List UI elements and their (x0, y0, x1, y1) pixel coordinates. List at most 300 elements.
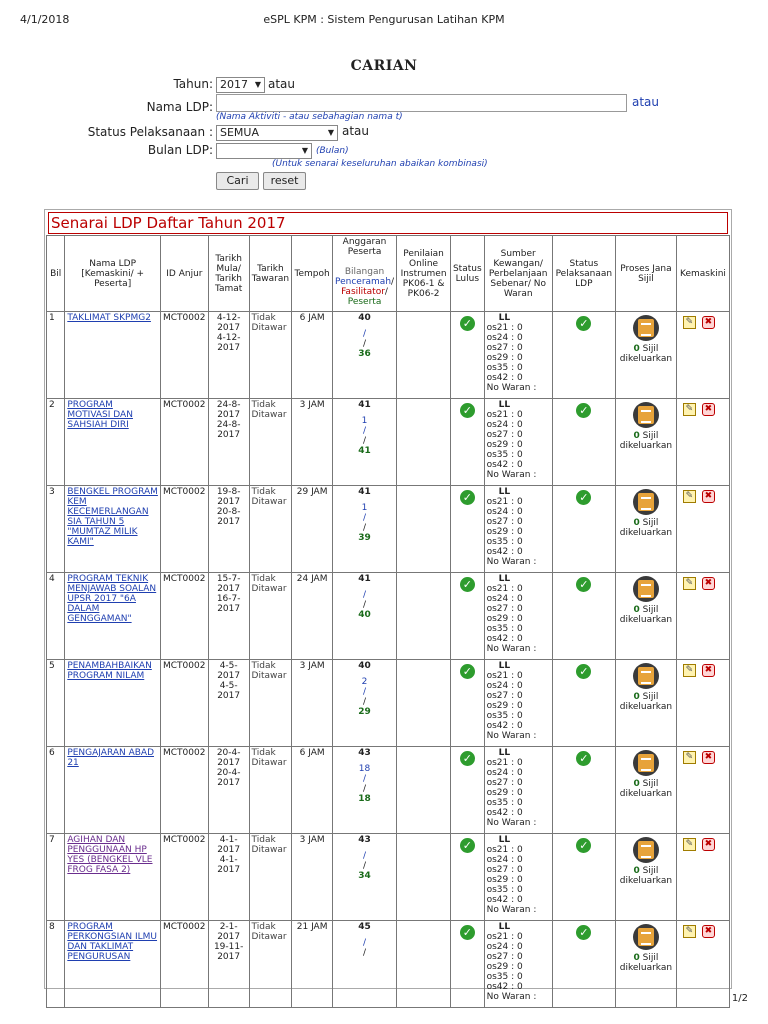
cell-pelaksanaan (552, 486, 615, 573)
edit-icon[interactable]: ✎ (683, 403, 696, 416)
delete-icon[interactable]: ✖ (702, 490, 715, 503)
table-row (47, 660, 730, 747)
cell-id: MCT0002 (160, 660, 208, 747)
cell-lulus (451, 660, 485, 747)
cell-bil: 8 (47, 921, 65, 1008)
check-circle-icon: ✓ (576, 751, 591, 766)
cell-nama (65, 486, 161, 573)
cell-kemaskini (676, 921, 729, 1008)
program-link[interactable]: TAKLIMAT SKPMG2 (67, 313, 151, 323)
cell-anggaran (332, 399, 396, 486)
waran-no: No Waran : (486, 992, 537, 1002)
waran-ll: LL (498, 400, 511, 410)
col-tarikh: Tarikh Mula/ Tarikh Tamat (208, 236, 249, 312)
cell-sijil (615, 399, 676, 486)
listing-title: Senarai LDP Daftar Tahun 2017 (48, 212, 728, 234)
waran-os29: os29 : 0 (486, 875, 523, 885)
cell-sumber (484, 747, 552, 834)
edit-icon[interactable]: ✎ (683, 577, 696, 590)
cell-tempoh: 3 JAM (292, 399, 333, 486)
waran-os21: os21 : 0 (486, 410, 523, 420)
cell-nama (65, 921, 161, 1008)
check-circle-icon: ✓ (460, 664, 475, 679)
cell-penilaian (397, 747, 451, 834)
check-circle-icon: ✓ (576, 316, 591, 331)
waran-os35: os35 : 0 (486, 972, 523, 982)
ldp-table (46, 235, 730, 1008)
cell-bil: 2 (47, 399, 65, 486)
tarikh-tamat: 4-12-2017 (216, 333, 241, 353)
check-circle-icon: ✓ (576, 925, 591, 940)
waran-os24: os24 : 0 (486, 768, 523, 778)
waran-os29: os29 : 0 (486, 353, 523, 363)
waran-os24: os24 : 0 (486, 333, 523, 343)
peserta-value: 41 (358, 446, 371, 456)
cell-id: MCT0002 (160, 747, 208, 834)
sijil-text: Sijil dikeluarkan (619, 953, 673, 973)
waran-os24: os24 : 0 (486, 855, 523, 865)
certificate-icon[interactable] (633, 489, 659, 515)
col-sijil: Proses Jana Sijil (615, 236, 676, 312)
waran-os35: os35 : 0 (486, 363, 523, 373)
cell-tempoh: 21 JAM (292, 921, 333, 1008)
nama-ldp-input[interactable] (216, 94, 627, 112)
peserta-divider: / (363, 600, 367, 610)
waran-os21: os21 : 0 (486, 671, 523, 681)
cell-kemaskini (676, 573, 729, 660)
anggaran-value: 43 (358, 835, 371, 845)
cell-tawaran: Tidak Ditawar (249, 399, 292, 486)
bulan-select[interactable] (216, 143, 312, 159)
cell-sijil (615, 834, 676, 921)
cell-sijil (615, 573, 676, 660)
certificate-icon[interactable] (633, 315, 659, 341)
cell-kemaskini (676, 312, 729, 399)
waran-os42: os42 : 0 (486, 634, 523, 644)
check-circle-icon: ✓ (576, 490, 591, 505)
waran-os29: os29 : 0 (486, 614, 523, 624)
program-link[interactable]: AGIHAN DAN PENGGUNAAN HP YES (BENGKEL VLE FROG FASA 2) (67, 835, 153, 875)
cell-tarikh (208, 312, 249, 399)
cell-lulus (451, 486, 485, 573)
search-title: CARIAN (350, 58, 418, 74)
waran-os27: os27 : 0 (486, 343, 523, 353)
program-link[interactable]: PENGAJARAN ABAD 21 (67, 748, 154, 768)
waran-ll: LL (498, 313, 511, 323)
kombinasi-hint: (Untuk senarai keseluruhan abaikan kombinasi) (272, 159, 488, 169)
waran-os29: os29 : 0 (486, 962, 523, 972)
certificate-icon[interactable] (633, 576, 659, 602)
atau-text-1: atau (268, 77, 296, 91)
cell-pelaksanaan (552, 399, 615, 486)
fasilitator-divider: / (363, 590, 367, 600)
edit-icon[interactable]: ✎ (683, 490, 696, 503)
anggaran-value: 43 (358, 748, 371, 758)
peserta-divider: / (363, 436, 367, 446)
check-circle-icon: ✓ (460, 751, 475, 766)
peserta-divider: / (363, 948, 367, 958)
col-kemaskini: Kemaskini (676, 236, 729, 312)
waran-os24: os24 : 0 (486, 507, 523, 517)
waran-ll: LL (498, 748, 511, 758)
sijil-text: Sijil dikeluarkan (619, 431, 673, 451)
waran-no: No Waran : (486, 905, 537, 915)
cell-id: MCT0002 (160, 573, 208, 660)
cell-kemaskini (676, 834, 729, 921)
fasilitator-divider: / (363, 687, 367, 697)
waran-os42: os42 : 0 (486, 982, 523, 992)
fasilitator-divider: / (363, 851, 367, 861)
peserta-value: 40 (358, 610, 371, 620)
sijil-text: Sijil dikeluarkan (619, 779, 673, 799)
cell-anggaran (332, 921, 396, 1008)
waran-no: No Waran : (486, 557, 537, 567)
cell-sijil (615, 312, 676, 399)
table-row (47, 312, 730, 399)
waran-os42: os42 : 0 (486, 373, 523, 383)
program-link[interactable]: BENGKEL PROGRAM KEM KECEMERLANGAN SIA TAHUN 5 "MUMTAZ MILIK KAMI" (67, 487, 158, 547)
tarikh-mula: 4-5-2017 (217, 661, 241, 681)
program-link[interactable]: PENAMBAHBAIKAN PROGRAM NILAM (67, 661, 152, 681)
certificate-icon[interactable] (633, 663, 659, 689)
waran-os35: os35 : 0 (486, 885, 523, 895)
waran-ll: LL (498, 487, 511, 497)
cell-sumber (484, 660, 552, 747)
waran-os27: os27 : 0 (486, 952, 523, 962)
cari-button[interactable]: Cari (216, 172, 259, 190)
reset-button[interactable]: reset (263, 172, 306, 190)
cell-nama (65, 834, 161, 921)
cell-bil: 3 (47, 486, 65, 573)
tarikh-mula: 2-1-2017 (217, 922, 241, 942)
cell-tawaran: Tidak Ditawar (249, 573, 292, 660)
chevron-down-icon: ▼ (301, 146, 308, 155)
waran-os24: os24 : 0 (486, 420, 523, 430)
sijil-text: Sijil dikeluarkan (619, 866, 673, 886)
delete-icon[interactable]: ✖ (702, 925, 715, 938)
fasilitator-divider: / (363, 774, 367, 784)
cell-bil: 7 (47, 834, 65, 921)
penceramah-value: 2 (361, 677, 368, 687)
cell-pelaksanaan (552, 921, 615, 1008)
anggaran-value: 40 (358, 313, 371, 323)
waran-os42: os42 : 0 (486, 721, 523, 731)
cell-tarikh (208, 834, 249, 921)
cell-nama (65, 660, 161, 747)
check-circle-icon: ✓ (576, 403, 591, 418)
peserta-value: 29 (358, 707, 371, 717)
penceramah-label: Penceramah (334, 277, 392, 287)
tarikh-mula: 4-1-2017 (217, 835, 241, 855)
cell-kemaskini (676, 660, 729, 747)
cell-lulus (451, 312, 485, 399)
edit-icon[interactable]: ✎ (683, 838, 696, 851)
cell-sumber (484, 834, 552, 921)
delete-icon[interactable]: ✖ (702, 751, 715, 764)
waran-os27: os27 : 0 (486, 517, 523, 527)
waran-os42: os42 : 0 (486, 808, 523, 818)
sijil-count: 0 (633, 431, 640, 441)
fasilitator-divider: / (363, 938, 367, 948)
anggaran-value: 45 (358, 922, 371, 932)
cell-tempoh: 6 JAM (292, 747, 333, 834)
sijil-count: 0 (633, 518, 640, 528)
cell-id: MCT0002 (160, 486, 208, 573)
sijil-text: Sijil dikeluarkan (619, 518, 673, 538)
program-link[interactable]: PROGRAM TEKNIK MENJAWAB SOALAN UPSR 2017 "6A DALAM GENGGAMAN" (67, 574, 157, 624)
waran-os24: os24 : 0 (486, 942, 523, 952)
col-lulus: Status Lulus (451, 236, 485, 312)
cell-tawaran: Tidak Ditawar (249, 312, 292, 399)
waran-os21: os21 : 0 (486, 758, 523, 768)
tarikh-mula: 15-7-2017 (216, 574, 241, 594)
waran-os24: os24 : 0 (486, 594, 523, 604)
cell-tawaran: Tidak Ditawar (249, 747, 292, 834)
waran-os21: os21 : 0 (486, 497, 523, 507)
sijil-count: 0 (633, 605, 640, 615)
tarikh-tamat: 4-5-2017 (217, 681, 241, 701)
fasilitator-divider: / (363, 329, 367, 339)
tarikh-mula: 4-12-2017 (216, 313, 241, 333)
cell-id: MCT0002 (160, 921, 208, 1008)
cell-pelaksanaan (552, 660, 615, 747)
waran-os29: os29 : 0 (486, 527, 523, 537)
waran-os27: os27 : 0 (486, 691, 523, 701)
table-row (47, 921, 730, 1008)
waran-os21: os21 : 0 (486, 845, 523, 855)
waran-os35: os35 : 0 (486, 711, 523, 721)
anggaran-value: 40 (358, 661, 371, 671)
anggaran-value: 41 (358, 574, 371, 584)
edit-icon[interactable]: ✎ (683, 316, 696, 329)
col-anggaran: Anggaran Peserta Bilangan Penceramah/ Fasilitator/ Peserta (332, 236, 396, 312)
anggaran-label: Anggaran Peserta (342, 237, 387, 257)
cell-tempoh: 6 JAM (292, 312, 333, 399)
tarikh-mula: 19-8-2017 (216, 487, 241, 507)
check-circle-icon: ✓ (460, 403, 475, 418)
cell-tempoh: 3 JAM (292, 834, 333, 921)
peserta-value: 39 (358, 533, 371, 543)
check-circle-icon: ✓ (576, 577, 591, 592)
delete-icon[interactable]: ✖ (702, 664, 715, 677)
tarikh-mula: 24-8-2017 (216, 400, 241, 420)
bulan-hint: (Bulan) (316, 146, 349, 156)
fasilitator-divider: / (363, 426, 367, 436)
waran-ll: LL (498, 574, 511, 584)
cell-tawaran: Tidak Ditawar (249, 921, 292, 1008)
anggaran-value: 41 (358, 400, 371, 410)
cell-tawaran: Tidak Ditawar (249, 486, 292, 573)
cell-bil: 4 (47, 573, 65, 660)
tarikh-tamat: 20-8-2017 (216, 507, 241, 527)
cell-tarikh (208, 747, 249, 834)
delete-icon[interactable]: ✖ (702, 316, 715, 329)
sijil-text: Sijil dikeluarkan (619, 692, 673, 712)
table-row (47, 399, 730, 486)
edit-icon[interactable]: ✎ (683, 751, 696, 764)
cell-tawaran: Tidak Ditawar (249, 660, 292, 747)
waran-ll: LL (498, 661, 511, 671)
waran-os21: os21 : 0 (486, 323, 523, 333)
col-tempoh: Tempoh (292, 236, 333, 312)
table-row (47, 573, 730, 660)
atau-text-3: atau (342, 124, 370, 138)
certificate-icon[interactable] (633, 837, 659, 863)
cell-penilaian (397, 660, 451, 747)
col-pelaksanaan: Status Pelaksanaan LDP (552, 236, 615, 312)
cell-lulus (451, 921, 485, 1008)
cell-tempoh: 29 JAM (292, 486, 333, 573)
table-row (47, 747, 730, 834)
peserta-divider: / (363, 523, 367, 533)
cell-penilaian (397, 312, 451, 399)
cell-tarikh (208, 486, 249, 573)
waran-os27: os27 : 0 (486, 604, 523, 614)
edit-icon[interactable]: ✎ (683, 925, 696, 938)
delete-icon[interactable]: ✖ (702, 838, 715, 851)
cell-penilaian (397, 921, 451, 1008)
certificate-icon[interactable] (633, 402, 659, 428)
waran-os35: os35 : 0 (486, 450, 523, 460)
check-circle-icon: ✓ (576, 664, 591, 679)
cell-penilaian (397, 573, 451, 660)
cell-sijil (615, 747, 676, 834)
cell-sumber (484, 486, 552, 573)
status-select[interactable] (216, 125, 338, 141)
cell-nama (65, 573, 161, 660)
cell-tarikh (208, 921, 249, 1008)
waran-os35: os35 : 0 (486, 537, 523, 547)
cell-tarikh (208, 399, 249, 486)
cell-id: MCT0002 (160, 312, 208, 399)
cell-lulus (451, 747, 485, 834)
cell-anggaran (332, 660, 396, 747)
certificate-icon[interactable] (633, 750, 659, 776)
delete-icon[interactable]: ✖ (702, 577, 715, 590)
table-row (47, 486, 730, 573)
cell-kemaskini (676, 747, 729, 834)
cell-tempoh: 24 JAM (292, 573, 333, 660)
certificate-icon[interactable] (633, 924, 659, 950)
tarikh-tamat: 19-11-2017 (213, 942, 244, 962)
peserta-divider: / (363, 339, 367, 349)
waran-os42: os42 : 0 (486, 895, 523, 905)
cell-lulus (451, 573, 485, 660)
cell-lulus (451, 834, 485, 921)
waran-no: No Waran : (486, 731, 537, 741)
sijil-count: 0 (633, 344, 640, 354)
nama-hint: (Nama Aktiviti - atau sebahagian nama t) (216, 112, 403, 122)
sijil-text: Sijil dikeluarkan (619, 605, 673, 625)
waran-ll: LL (498, 922, 511, 932)
waran-os29: os29 : 0 (486, 701, 523, 711)
cell-tarikh (208, 573, 249, 660)
waran-os35: os35 : 0 (486, 798, 523, 808)
cell-tawaran: Tidak Ditawar (249, 834, 292, 921)
tarikh-mula: 20-4-2017 (216, 748, 241, 768)
cell-nama (65, 399, 161, 486)
cell-penilaian (397, 834, 451, 921)
peserta-divider: / (363, 861, 367, 871)
program-link[interactable]: PROGRAM PERKONGSIAN ILMU DAN TAKLIMAT PENGURUSAN (67, 922, 158, 962)
waran-no: No Waran : (486, 470, 537, 480)
program-link[interactable]: PROGRAM MOTIVASI DAN SAHSIAH DIRI (67, 400, 133, 430)
check-circle-icon: ✓ (576, 838, 591, 853)
peserta-divider: / (363, 697, 367, 707)
cell-anggaran (332, 747, 396, 834)
peserta-value: 36 (358, 349, 371, 359)
waran-os27: os27 : 0 (486, 778, 523, 788)
tahun-select[interactable] (216, 77, 265, 93)
anggaran-value: 41 (358, 487, 371, 497)
chevron-down-icon: ▼ (327, 128, 334, 137)
tarikh-tamat: 20-4-2017 (216, 768, 241, 788)
check-circle-icon: ✓ (460, 316, 475, 331)
peserta-divider: / (363, 784, 367, 794)
sijil-count: 0 (633, 866, 640, 876)
cell-nama (65, 747, 161, 834)
peserta-label: Peserta (347, 297, 382, 307)
peserta-value: 34 (358, 871, 371, 881)
cell-penilaian (397, 399, 451, 486)
waran-os42: os42 : 0 (486, 460, 523, 470)
col-bil: Bil (47, 236, 65, 312)
cell-pelaksanaan (552, 312, 615, 399)
cell-id: MCT0002 (160, 834, 208, 921)
status-label: Status Pelaksanaan : (87, 125, 213, 139)
ldp-listing (44, 209, 732, 1002)
waran-os21: os21 : 0 (486, 932, 523, 942)
sijil-count: 0 (633, 692, 640, 702)
table-header-row (47, 236, 730, 312)
waran-ll: LL (498, 835, 511, 845)
sijil-text: Sijil dikeluarkan (619, 344, 673, 364)
sijil-count: 0 (633, 953, 640, 963)
cell-pelaksanaan (552, 834, 615, 921)
waran-os29: os29 : 0 (486, 788, 523, 798)
col-sumber: Sumber Kewangan/ Perbelanjaan Sebenar/ No Waran (484, 236, 552, 312)
cell-anggaran (332, 573, 396, 660)
cell-penilaian (397, 486, 451, 573)
cell-bil: 5 (47, 660, 65, 747)
tarikh-tamat: 24-8-2017 (216, 420, 241, 440)
waran-os29: os29 : 0 (486, 440, 523, 450)
sijil-count: 0 (633, 779, 640, 789)
cell-sumber (484, 312, 552, 399)
bilangan-label: Bilangan (344, 267, 385, 277)
cell-sumber (484, 921, 552, 1008)
cell-sijil (615, 921, 676, 1008)
check-circle-icon: ✓ (460, 490, 475, 505)
col-tawaran: Tarikh Tawaran (249, 236, 292, 312)
atau-text-2: atau (632, 95, 660, 109)
nama-label: Nama LDP: (146, 100, 213, 114)
edit-icon[interactable]: ✎ (683, 664, 696, 677)
delete-icon[interactable]: ✖ (702, 403, 715, 416)
cell-anggaran (332, 486, 396, 573)
penceramah-value: 18 (358, 764, 371, 774)
col-id: ID Anjur (160, 236, 208, 312)
cell-sumber (484, 573, 552, 660)
peserta-value: 18 (358, 794, 371, 804)
cell-tarikh (208, 660, 249, 747)
tahun-label: Tahun: (173, 77, 213, 91)
cell-bil: 6 (47, 747, 65, 834)
waran-no: No Waran : (486, 383, 537, 393)
waran-os42: os42 : 0 (486, 547, 523, 557)
cell-id: MCT0002 (160, 399, 208, 486)
check-circle-icon: ✓ (460, 925, 475, 940)
